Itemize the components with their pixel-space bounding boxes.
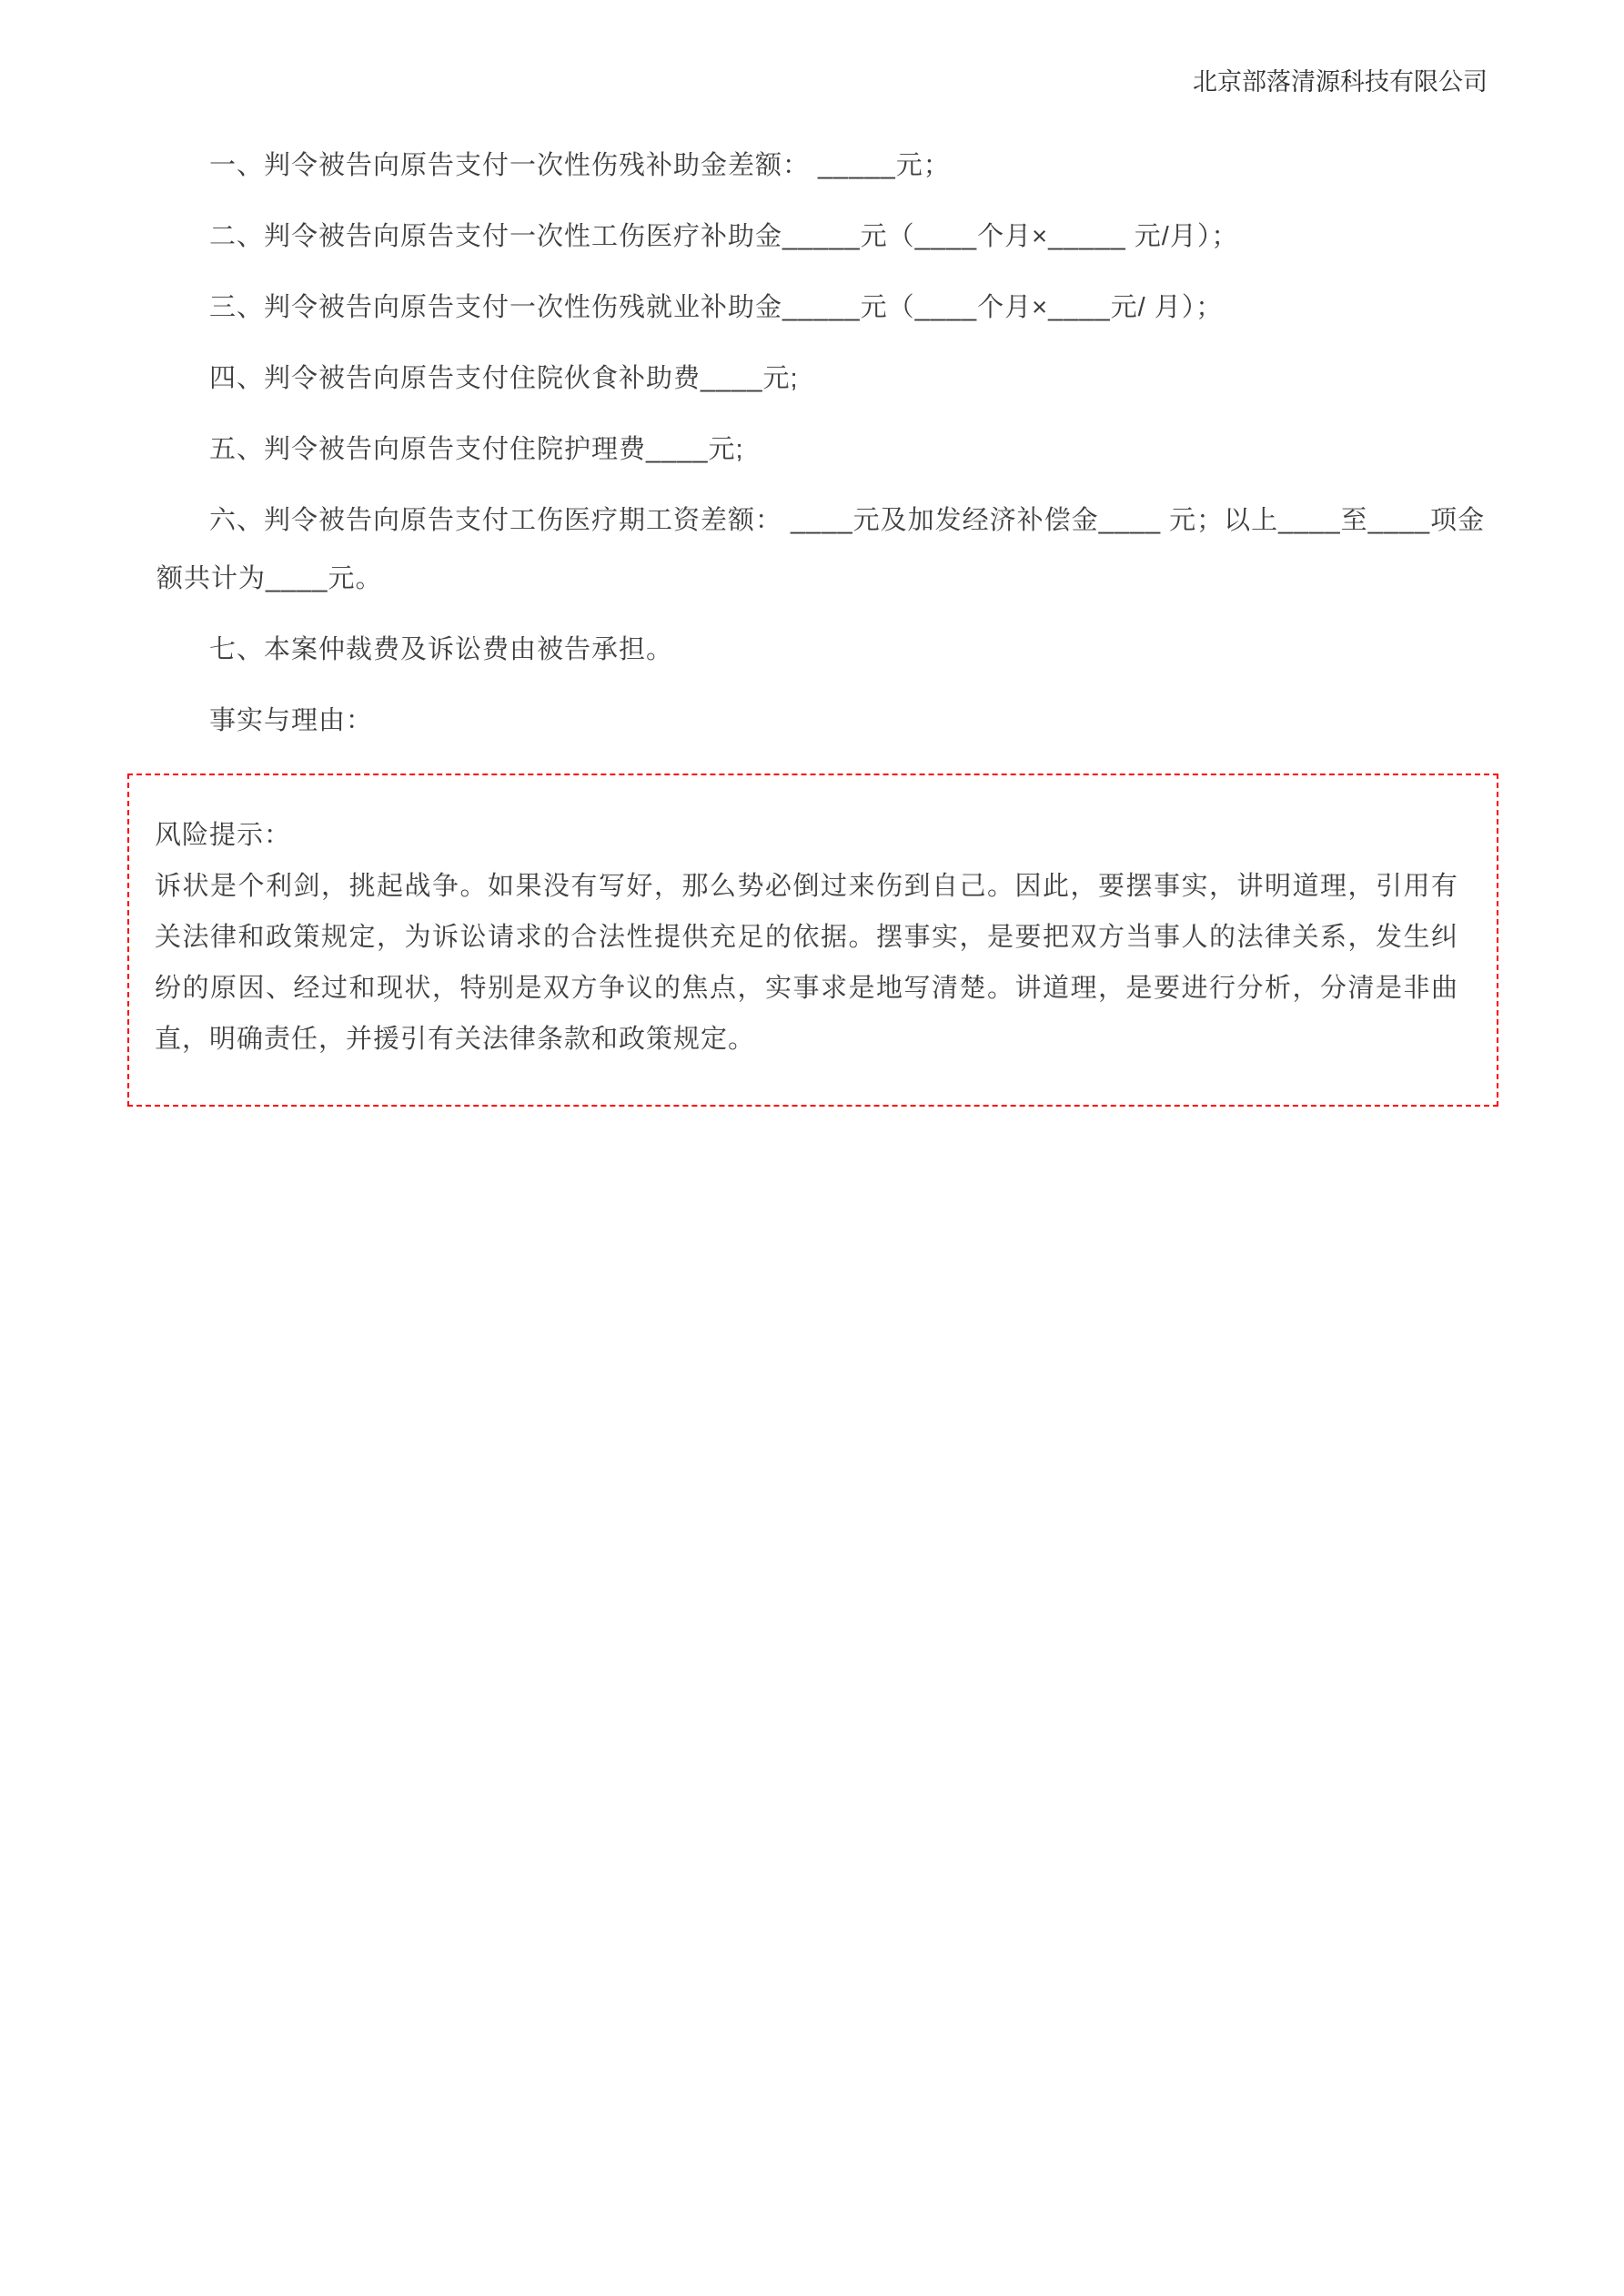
risk-notice-text: 诉状是个利剑，挑起战争。如果没有写好，那么势必倒过来伤到自己。因此，要摆事实，讲明道理，引用有关法律和政策规定，为诉讼请求的合法性提供充足的依据。摆事实，是要把双方当事人的法律关系，发生纠纷的原因、经过和现状，特别是双方争议的焦点，实事求是地写清楚。讲道理，是要进行分析，分清是非曲直，明确责任，并援引有关法律条款和政策规定。 <box>155 872 1458 1054</box>
facts-and-reasons-label: 事实与理由： <box>209 706 374 735</box>
claim-paragraph-3: 三、判令被告向原告支付一次性伤残就业补助金_____元（____个月×____元/ 月）； <box>209 293 1224 322</box>
claim-paragraph-4: 四、判令被告向原告支付住院伙食补助费____元; <box>209 364 799 393</box>
company-name-header: 北京部落清源科技有限公司 <box>1193 68 1488 96</box>
risk-notice-title: 风险提示： <box>155 821 292 850</box>
claim-paragraph-5: 五、判令被告向原告支付住院护理费____元; <box>209 435 744 464</box>
risk-notice-box <box>127 774 1498 1107</box>
claim-paragraph-1: 一、判令被告向原告支付一次性伤残补助金差额： _____元； <box>209 151 951 180</box>
claim-paragraph-2: 二、判令被告向原告支付一次性工伤医疗补助金_____元（____个月×_____ 元/月）； <box>209 222 1239 251</box>
claim-paragraph-6: 六、判令被告向原告支付工伤医疗期工资差额： ____元及加发经济补偿金____ 元；以上____至____项金额共计为____元。 <box>156 506 1486 593</box>
document-body <box>156 137 1488 1107</box>
claim-paragraph-7: 七、本案仲裁费及诉讼费由被告承担。 <box>209 635 674 664</box>
